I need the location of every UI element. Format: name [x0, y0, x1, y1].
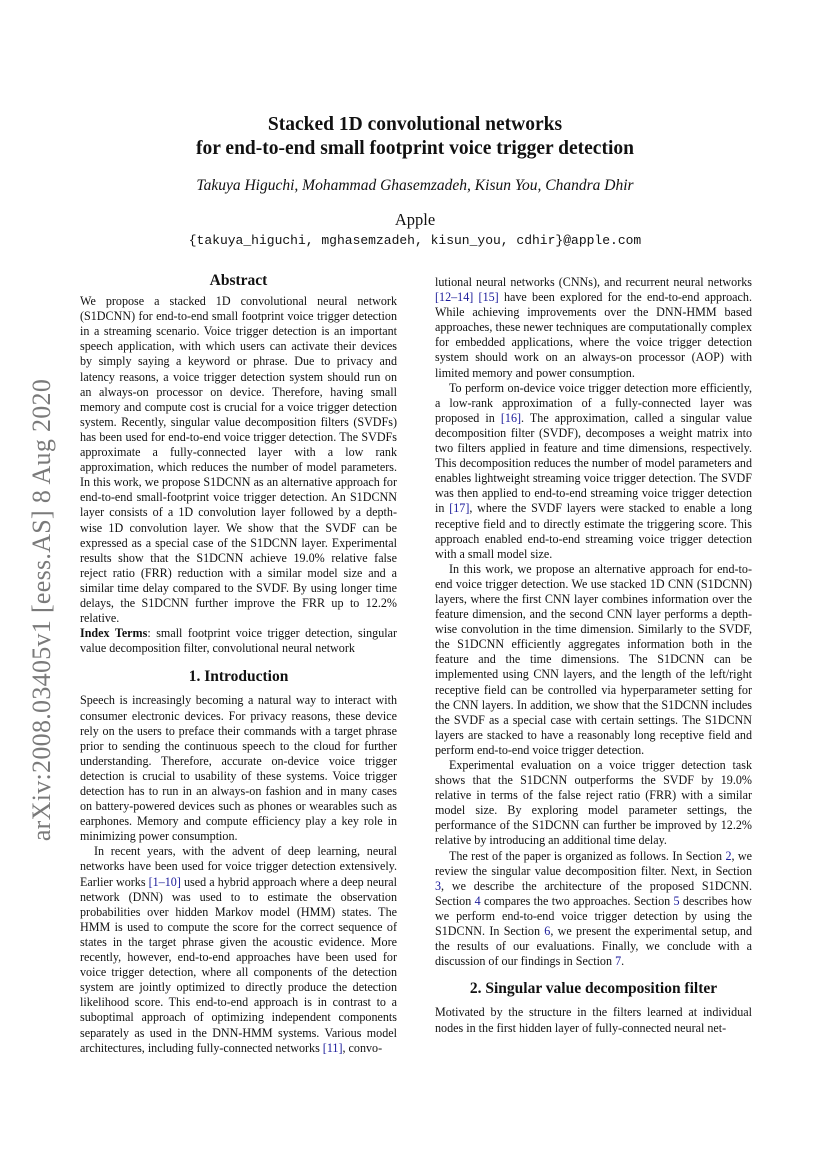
citation-link[interactable]: [11]: [322, 1040, 343, 1055]
citation-link[interactable]: [15]: [478, 290, 499, 305]
section-link[interactable]: 5: [673, 893, 680, 908]
text-run: describes how we perform end-to-end voice trigger detection by using the S1DCNN. In Section: [435, 893, 752, 939]
index-terms: [80, 626, 397, 656]
text-run: The rest of the paper is organized as follows. In Section: [449, 848, 726, 863]
left-column: [80, 270, 397, 1056]
authors: Takuya Higuchi, Mohammad Ghasemzadeh, Kisun You, Chandra Dhir: [196, 177, 634, 194]
text-run: . The approximation, called a singular value decomposition filter (SVDF), decomposes a weight matrix into two filters applied in feature and time dimensions, respectively. This decomposition reduces the number of model parameters and enables lightweight streaming voice trigger detection. The SVDF was then applied to end-to-end streaming voice trigger detection in: [435, 410, 752, 516]
text-run: , convo-: [342, 1040, 383, 1055]
title-line-1: Stacked 1D convolutional networks: [267, 114, 563, 135]
text-run: lutional neural networks (CNNs), and recurrent neural networks: [435, 275, 752, 289]
index-terms-text: : small footprint voice trigger detection, singular value decomposition filter, convolutional neural network: [80, 626, 397, 656]
text-run: , we present the experimental setup, and the results of our evaluations. Finally, we conclude with a discussion of our findings in Section: [435, 924, 753, 969]
intro-paragraph-6: [435, 849, 752, 970]
text-run: In recent years, with the advent of deep learning, neural networks have been used for voice trigger detection extensively. Earlier works: [80, 844, 397, 889]
text-run: compares the two approaches. Section: [480, 893, 674, 908]
text-run: .: [621, 954, 625, 969]
citation-link[interactable]: [17]: [449, 501, 470, 516]
section-link[interactable]: 2: [725, 848, 732, 863]
section-2-paragraph-1: Motivated by the structure in the filters learned at individual nodes in the first hidden layer of fully-connected neural net-: [435, 1005, 752, 1035]
section-link[interactable]: 7: [615, 954, 622, 969]
abstract-heading: Abstract: [209, 272, 268, 289]
section-link[interactable]: 6: [544, 924, 551, 939]
text-run: , we review the singular value decomposition filter. Next, in Section: [435, 848, 752, 878]
affiliation: Apple: [394, 210, 436, 229]
title-line-2: for end-to-end small footprint voice trigger detection: [196, 138, 634, 159]
citation-link[interactable]: [1–10]: [148, 874, 181, 889]
intro-paragraph-1: Speech is increasingly becoming a natural way to interact with consumer electronic devices. For privacy reasons, these device rely on the users to preface their commands with a target phrase prior to sending the continuous speech to the cloud for further understanding. Therefore, accurate on-device voice trigger detection is crucial to usability of these systems. Voice trigger detection has to run in an always-on fashion and in many cases on battery-powered devices such as phones or wearables such as earphones. Memory and compute efficiency play a key role in minimizing power consumption.: [80, 693, 397, 844]
abstract-text: We propose a stacked 1D convolutional neural network (S1DCNN) for end-to-end small footprint voice trigger detection in a streaming scenario. Voice trigger detection is an important speech application, with which users can activate their devices by simply saying a keyword or phrase. Due to privacy and latency reasons, a voice trigger detection system should run on an always-on processor on device. Therefore, having small memory and compute cost is crucial for a voice trigger detection system. Recently, singular value decomposition filters (SVDFs) has been used for end-to-end voice trigger detection. The SVDFs approximate a fully-connected layer with a low rank approximation, which reduces the number of model parameters. In this work, we propose S1DCNN as an alternative approach for end-to-end small-footprint voice trigger detection. An S1DCNN layer consists of a 1D convolution layer followed by a depth-wise 1D convolution layer. We show that the SVDF can be expressed as a special case of the S1DCNN layer. Experimental results show that the S1DCNN achieve 19.0% relative false reject ratio (FRR) reduction with a similar model size and a similar time delay compared to the SVDF. By using longer time delays, the S1DCNN further improve the FRR up to 12.2% relative.: [80, 294, 397, 626]
arxiv-stamp: [22, 350, 62, 870]
right-column: [435, 275, 752, 1036]
paper-title: [80, 113, 750, 161]
section-link[interactable]: 3: [435, 878, 442, 893]
section-link[interactable]: 4: [474, 893, 481, 908]
text-run: To perform on-device voice trigger detection more efficiently, a low-rank approximation of a fully-connected layer was proposed in: [435, 380, 752, 425]
section-1-heading: 1. Introduction: [188, 668, 289, 686]
text-run: , where the SVDF layers were stacked to enable a long receptive field and to directly estimate the triggering score. This approach enabled end-to-end streaming voice trigger detection with a small model size.: [435, 501, 752, 561]
intro-paragraph-4: In this work, we propose an alternative approach for end-to-end voice trigger detection. We use stacked 1D CNN (S1DCNN) layers, where the first CNN layer combines information over the feature dimension, and the second CNN layer performs a depth-wise convolution in the time dimension. Similarly to the SVDF, the S1DCNN efficiently aggregates information both in the feature and the time dimensions. The S1DCNN can be implemented using CNN layers, and the length of the left/right receptive field can be controlled via hyperparameter setting for the CNN layers. In addition, we show that the S1DCNN includes the SVDF as a special case with certain settings. The S1DCNN layers are stacked to have a reasonably long receptive field and perform end-to-end voice trigger detection.: [435, 561, 752, 757]
arxiv-stamp-text: arXiv:2008.03405v1 [eess.AS] 8 Aug 2020: [27, 378, 56, 842]
citation-link[interactable]: [12–14]: [435, 290, 474, 305]
author-emails: {takuya_higuchi, mghasemzadeh, kisun_you, cdhir}@apple.com: [188, 233, 642, 248]
section-2-heading: 2. Singular value decomposition filter: [469, 980, 718, 998]
intro-paragraph-5: Experimental evaluation on a voice trigger detection task shows that the S1DCNN outperforms the SVDF by 19.0% relative in terms of the false reject ratio (FRR) with a similar model size. By exploring model parameter settings, the performance of the S1DCNN can further be improved by 12.2% relative by introducing an additional time delay.: [435, 758, 752, 848]
intro-paragraph-2: [80, 844, 397, 1055]
text-run: have been explored for the end-to-end approach. While achieving improvements over the DNN-HMM based approaches, these newer techniques are computationally complex for embedded applications, where the voice trigger detection system should work on an always-on processor (AOP) with limited memory and power consumption.: [435, 290, 752, 380]
intro-paragraph-2-cont: [435, 275, 752, 381]
intro-paragraph-3: [435, 381, 752, 562]
text-run: used a hybrid approach where a deep neural network (DNN) was used to to estimate the observation probabilities over hidden Markov model (HMM) states. The HMM is used to compute the score for the correct sequence of states in the target phrase given the acoustic evidence. More recently, however, end-to-end approaches have been used for voice trigger detection, where all components of the detection system are jointly optimized to directly produce the detection likelihood score. This end-to-end approach is in contrast to a suboptimal approach of optimizing independent components separately as used in the DNN-HMM systems. Various model architectures, including fully-connected networks: [80, 874, 397, 1055]
citation-link[interactable]: [16]: [500, 410, 522, 425]
index-terms-label: Index Terms: [80, 626, 148, 641]
text-run: , we describe the architecture of the proposed S1DCNN. Section: [435, 878, 752, 908]
